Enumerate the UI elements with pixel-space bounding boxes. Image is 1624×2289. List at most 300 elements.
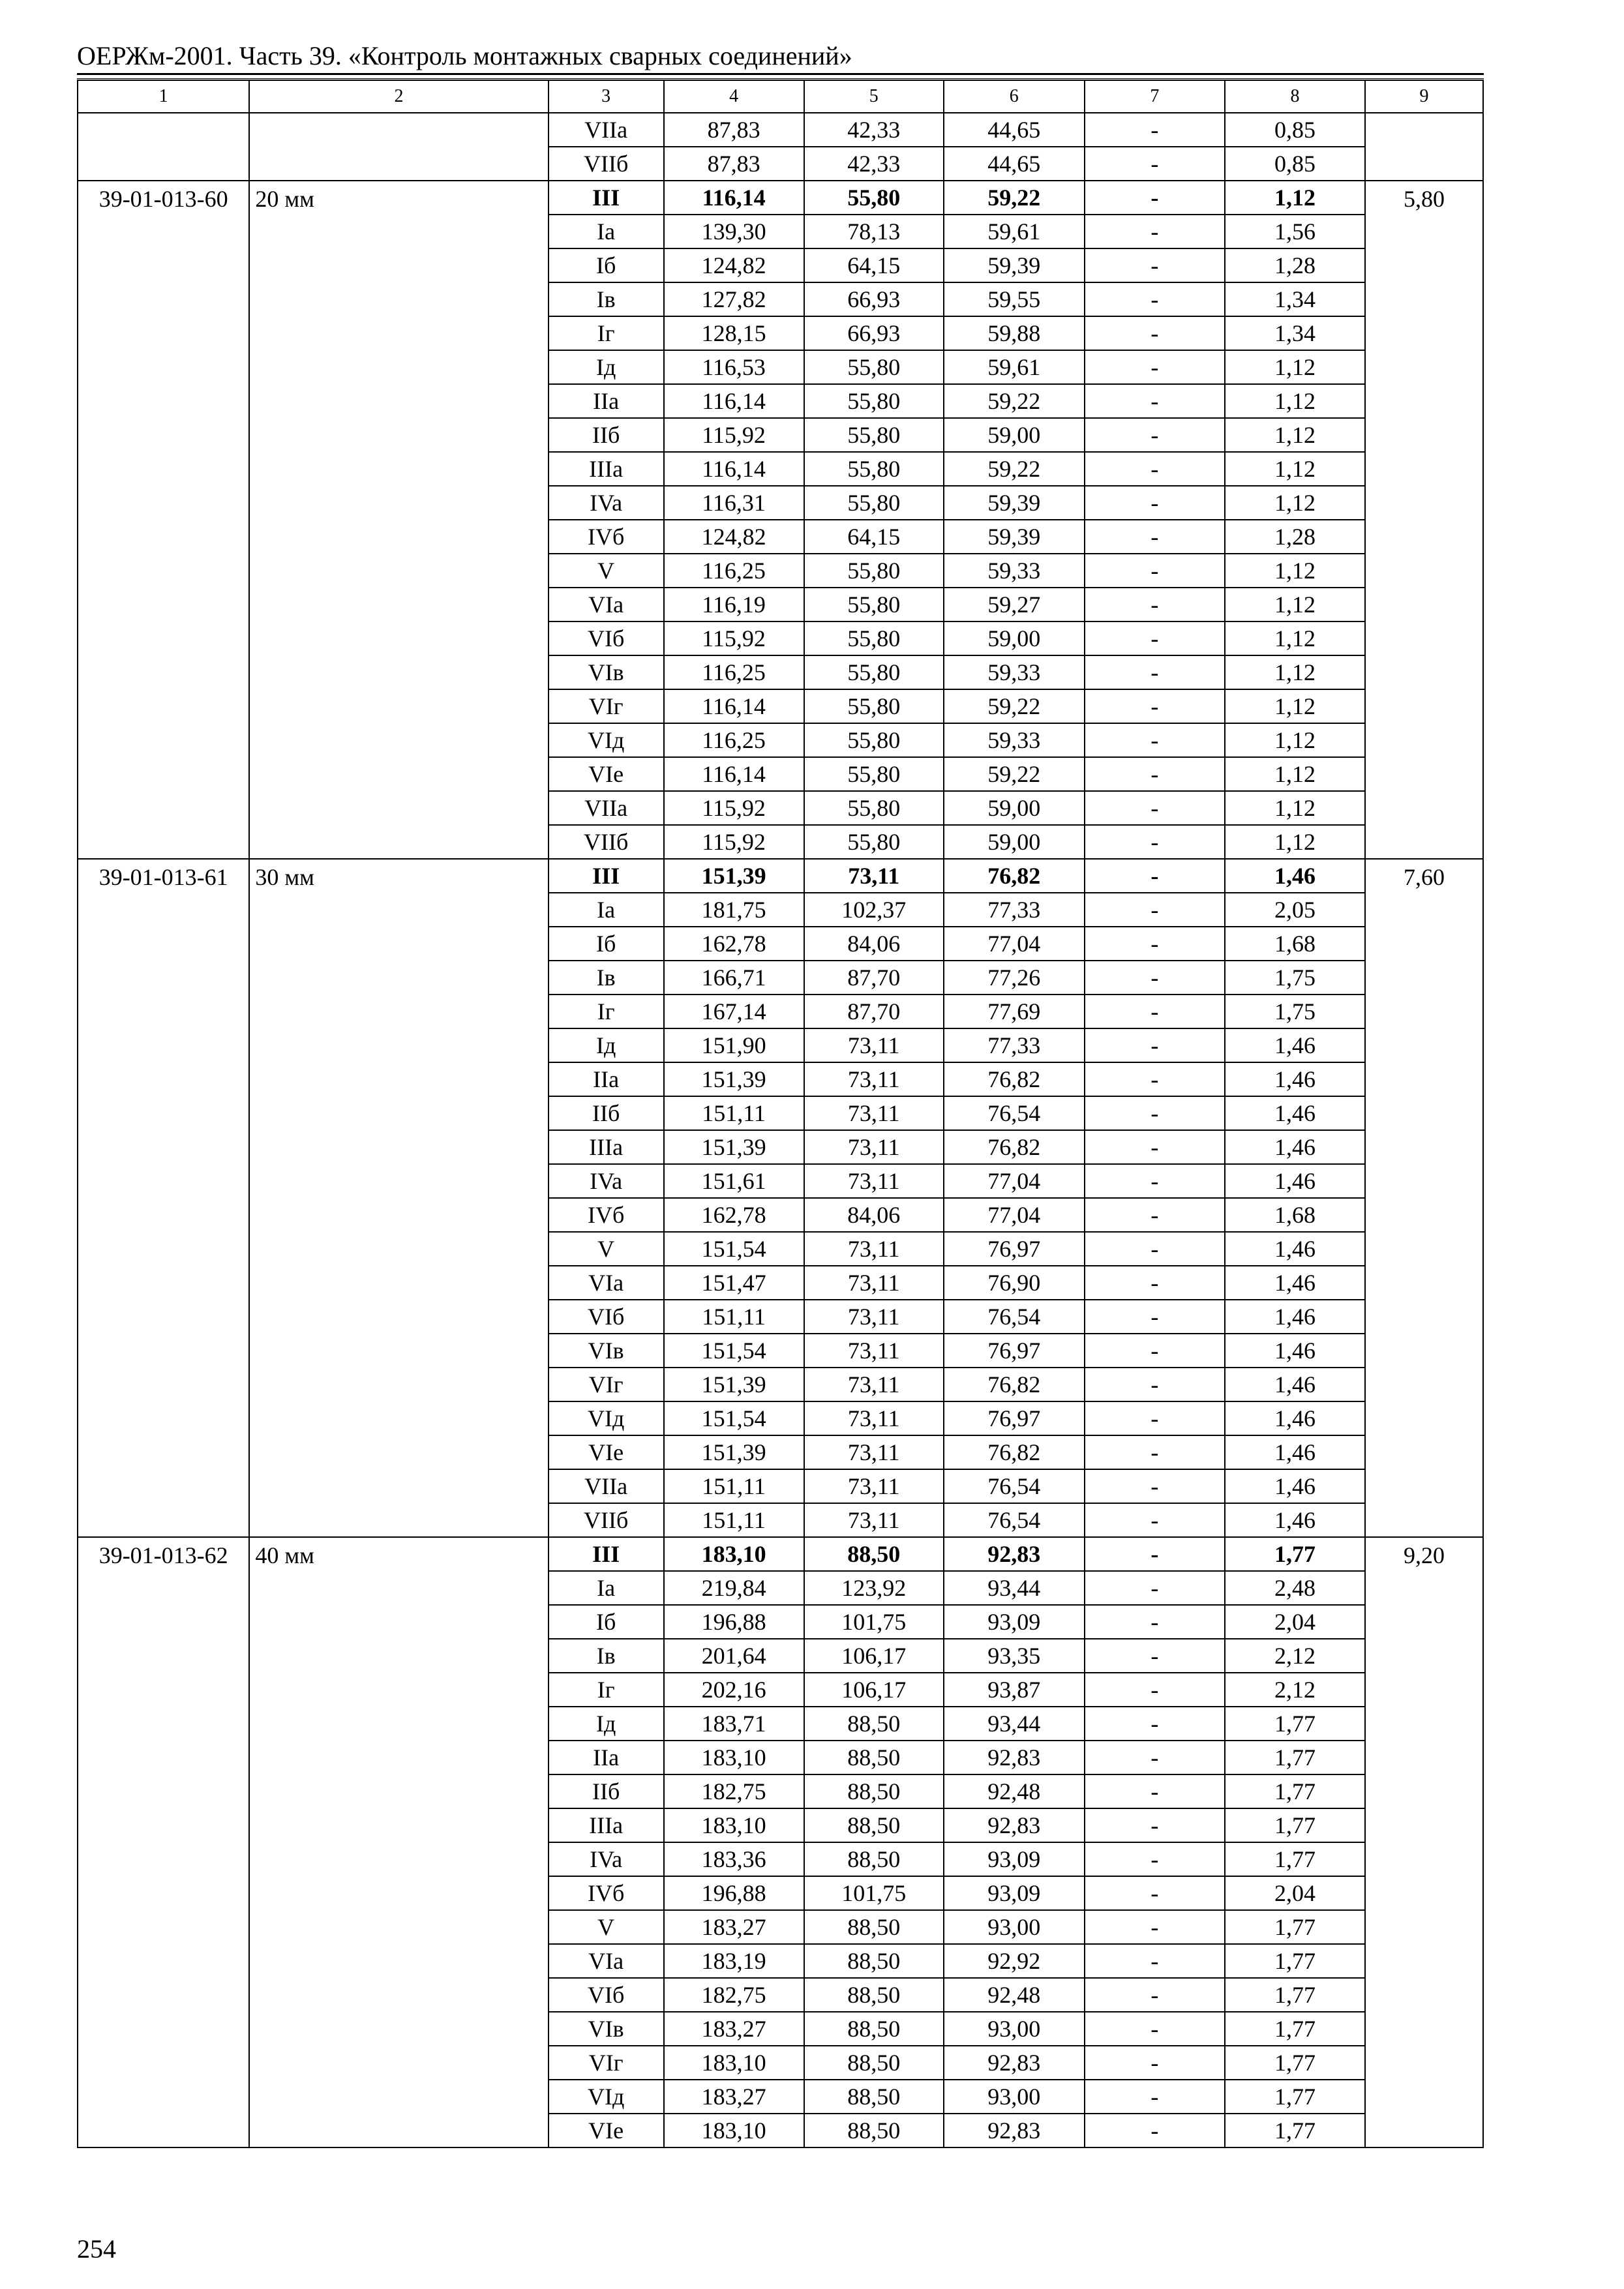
driver-wages-cell: - xyxy=(1085,113,1225,147)
driver-wages-cell: - xyxy=(1085,995,1225,1028)
machine-cost-cell: 59,88 xyxy=(944,316,1085,350)
driver-wages-cell: - xyxy=(1085,588,1225,621)
wages-cell: 66,93 xyxy=(804,282,944,316)
total-cost-cell: 183,10 xyxy=(664,1537,804,1571)
total-cost-cell: 182,75 xyxy=(664,1978,804,2012)
machine-cost-cell: 44,65 xyxy=(944,147,1085,181)
rate-code-cell xyxy=(78,113,249,181)
materials-cell: 1,12 xyxy=(1225,486,1365,520)
total-cost-cell: 202,16 xyxy=(664,1673,804,1707)
machine-cost-cell: 76,54 xyxy=(944,1503,1085,1537)
wages-cell: 55,80 xyxy=(804,418,944,452)
total-cost-cell: 196,88 xyxy=(664,1605,804,1639)
header-rule-thin xyxy=(77,78,1484,79)
materials-cell: 1,46 xyxy=(1225,1232,1365,1266)
machine-cost-cell: 59,22 xyxy=(944,181,1085,215)
total-cost-cell: 151,11 xyxy=(664,1096,804,1130)
machine-cost-cell: 59,00 xyxy=(944,621,1085,655)
wages-cell: 55,80 xyxy=(804,350,944,384)
machine-cost-cell: 76,82 xyxy=(944,1062,1085,1096)
total-cost-cell: 183,27 xyxy=(664,2080,804,2114)
total-cost-cell: 116,14 xyxy=(664,181,804,215)
machine-cost-cell: 93,09 xyxy=(944,1876,1085,1910)
driver-wages-cell: - xyxy=(1085,1571,1225,1605)
machine-cost-cell: 59,00 xyxy=(944,418,1085,452)
wages-cell: 102,37 xyxy=(804,893,944,927)
machine-cost-cell: 93,00 xyxy=(944,2080,1085,2114)
machine-cost-cell: 76,82 xyxy=(944,1368,1085,1401)
condition-cell: IIa xyxy=(549,1741,664,1774)
materials-cell: 1,46 xyxy=(1225,1435,1365,1469)
driver-wages-cell: - xyxy=(1085,486,1225,520)
materials-cell: 1,77 xyxy=(1225,1978,1365,2012)
wages-cell: 55,80 xyxy=(804,181,944,215)
page-header-title: ОЕРЖм-2001. Часть 39. «Контроль монтажных сварных соединений» xyxy=(77,41,852,70)
condition-cell: III xyxy=(549,1537,664,1571)
wages-cell: 73,11 xyxy=(804,1028,944,1062)
condition-cell: VIa xyxy=(549,588,664,621)
materials-cell: 1,46 xyxy=(1225,1028,1365,1062)
machine-cost-cell: 92,83 xyxy=(944,1741,1085,1774)
materials-cell: 1,77 xyxy=(1225,1842,1365,1876)
wages-cell: 88,50 xyxy=(804,1808,944,1842)
driver-wages-cell: - xyxy=(1085,1808,1225,1842)
wages-cell: 42,33 xyxy=(804,147,944,181)
machine-cost-cell: 77,04 xyxy=(944,1164,1085,1198)
wages-cell: 55,80 xyxy=(804,825,944,859)
wages-cell: 106,17 xyxy=(804,1673,944,1707)
materials-cell: 1,75 xyxy=(1225,961,1365,995)
condition-cell: Iв xyxy=(549,1639,664,1673)
materials-cell: 1,77 xyxy=(1225,1910,1365,1944)
materials-cell: 1,77 xyxy=(1225,1537,1365,1571)
wages-cell: 64,15 xyxy=(804,248,944,282)
driver-wages-cell: - xyxy=(1085,689,1225,723)
machine-cost-cell: 59,39 xyxy=(944,486,1085,520)
condition-cell: VIe xyxy=(549,1435,664,1469)
wages-cell: 88,50 xyxy=(804,1741,944,1774)
wages-cell: 55,80 xyxy=(804,554,944,588)
materials-cell: 1,77 xyxy=(1225,1808,1365,1842)
condition-cell: VIa xyxy=(549,1266,664,1300)
materials-cell: 2,48 xyxy=(1225,1571,1365,1605)
wages-cell: 101,75 xyxy=(804,1605,944,1639)
wages-cell: 73,11 xyxy=(804,1096,944,1130)
wages-cell: 88,50 xyxy=(804,2012,944,2046)
wages-cell: 88,50 xyxy=(804,2046,944,2080)
wages-cell: 73,11 xyxy=(804,1368,944,1401)
driver-wages-cell: - xyxy=(1085,282,1225,316)
machine-cost-cell: 59,22 xyxy=(944,452,1085,486)
total-cost-cell: 151,61 xyxy=(664,1164,804,1198)
wages-cell: 73,11 xyxy=(804,1130,944,1164)
driver-wages-cell: - xyxy=(1085,927,1225,961)
driver-wages-cell: - xyxy=(1085,1401,1225,1435)
condition-cell: Iв xyxy=(549,282,664,316)
driver-wages-cell: - xyxy=(1085,1537,1225,1571)
condition-cell: VIIa xyxy=(549,791,664,825)
condition-cell: V xyxy=(549,1232,664,1266)
wages-cell: 88,50 xyxy=(804,1842,944,1876)
wages-cell: 84,06 xyxy=(804,1198,944,1232)
machine-cost-cell: 76,97 xyxy=(944,1334,1085,1368)
wages-cell: 73,11 xyxy=(804,1164,944,1198)
driver-wages-cell: - xyxy=(1085,1774,1225,1808)
materials-cell: 1,46 xyxy=(1225,1469,1365,1503)
total-cost-cell: 183,71 xyxy=(664,1707,804,1741)
rate-code-cell: 39-01-013-62 xyxy=(78,1537,249,2147)
materials-cell: 1,46 xyxy=(1225,859,1365,893)
materials-cell: 2,04 xyxy=(1225,1605,1365,1639)
condition-cell: VIд xyxy=(549,2080,664,2114)
materials-cell: 1,46 xyxy=(1225,1266,1365,1300)
rate-code-cell: 39-01-013-61 xyxy=(78,859,249,1537)
materials-cell: 1,77 xyxy=(1225,2114,1365,2147)
driver-wages-cell: - xyxy=(1085,1028,1225,1062)
condition-cell: VIIa xyxy=(549,1469,664,1503)
condition-cell: Ia xyxy=(549,1571,664,1605)
materials-cell: 1,77 xyxy=(1225,1707,1365,1741)
total-cost-cell: 183,27 xyxy=(664,1910,804,1944)
machine-cost-cell: 76,54 xyxy=(944,1096,1085,1130)
driver-wages-cell: - xyxy=(1085,1503,1225,1537)
condition-cell: Ia xyxy=(549,893,664,927)
total-cost-cell: 181,75 xyxy=(664,893,804,927)
driver-wages-cell: - xyxy=(1085,1910,1225,1944)
wages-cell: 73,11 xyxy=(804,1469,944,1503)
driver-wages-cell: - xyxy=(1085,2114,1225,2147)
condition-cell: VIe xyxy=(549,2114,664,2147)
condition-cell: IIIa xyxy=(549,1808,664,1842)
materials-cell: 1,12 xyxy=(1225,689,1365,723)
total-cost-cell: 116,14 xyxy=(664,384,804,418)
column-9-cell: 7,60 xyxy=(1365,859,1483,1537)
table-row xyxy=(78,113,1483,147)
machine-cost-cell: 93,44 xyxy=(944,1707,1085,1741)
condition-cell: VIв xyxy=(549,2012,664,2046)
condition-cell: Iб xyxy=(549,248,664,282)
total-cost-cell: 116,53 xyxy=(664,350,804,384)
machine-cost-cell: 77,33 xyxy=(944,893,1085,927)
wages-cell: 64,15 xyxy=(804,520,944,554)
materials-cell: 1,34 xyxy=(1225,282,1365,316)
machine-cost-cell: 76,82 xyxy=(944,859,1085,893)
materials-cell: 1,77 xyxy=(1225,1741,1365,1774)
total-cost-cell: 166,71 xyxy=(664,961,804,995)
machine-cost-cell: 93,00 xyxy=(944,2012,1085,2046)
wages-cell: 88,50 xyxy=(804,1910,944,1944)
driver-wages-cell: - xyxy=(1085,1707,1225,1741)
column-number: 3 xyxy=(549,80,664,113)
driver-wages-cell: - xyxy=(1085,452,1225,486)
driver-wages-cell: - xyxy=(1085,723,1225,757)
rate-name-cell: 40 мм xyxy=(249,1537,548,2147)
machine-cost-cell: 92,83 xyxy=(944,1537,1085,1571)
wages-cell: 78,13 xyxy=(804,215,944,248)
total-cost-cell: 115,92 xyxy=(664,418,804,452)
machine-cost-cell: 92,83 xyxy=(944,2046,1085,2080)
total-cost-cell: 182,75 xyxy=(664,1774,804,1808)
wages-cell: 88,50 xyxy=(804,1944,944,1978)
wages-cell: 84,06 xyxy=(804,927,944,961)
machine-cost-cell: 59,61 xyxy=(944,350,1085,384)
wages-cell: 55,80 xyxy=(804,588,944,621)
driver-wages-cell: - xyxy=(1085,1876,1225,1910)
total-cost-cell: 116,19 xyxy=(664,588,804,621)
total-cost-cell: 151,39 xyxy=(664,1062,804,1096)
condition-cell: IVб xyxy=(549,1876,664,1910)
machine-cost-cell: 76,82 xyxy=(944,1435,1085,1469)
page-number: 254 xyxy=(77,2234,116,2264)
column-9-cell: 5,80 xyxy=(1365,181,1483,859)
total-cost-cell: 183,27 xyxy=(664,2012,804,2046)
wages-cell: 66,93 xyxy=(804,316,944,350)
total-cost-cell: 183,10 xyxy=(664,1808,804,1842)
machine-cost-cell: 44,65 xyxy=(944,113,1085,147)
condition-cell: VIб xyxy=(549,1978,664,2012)
machine-cost-cell: 77,04 xyxy=(944,1198,1085,1232)
total-cost-cell: 151,47 xyxy=(664,1266,804,1300)
column-number: 4 xyxy=(664,80,804,113)
wages-cell: 73,11 xyxy=(804,1401,944,1435)
materials-cell: 2,12 xyxy=(1225,1639,1365,1673)
machine-cost-cell: 76,54 xyxy=(944,1300,1085,1334)
column-9-cell xyxy=(1365,113,1483,181)
machine-cost-cell: 59,27 xyxy=(944,588,1085,621)
condition-cell: VIг xyxy=(549,689,664,723)
total-cost-cell: 139,30 xyxy=(664,215,804,248)
machine-cost-cell: 92,83 xyxy=(944,1808,1085,1842)
total-cost-cell: 151,11 xyxy=(664,1503,804,1537)
machine-cost-cell: 77,04 xyxy=(944,927,1085,961)
machine-cost-cell: 59,33 xyxy=(944,655,1085,689)
driver-wages-cell: - xyxy=(1085,893,1225,927)
wages-cell: 88,50 xyxy=(804,1978,944,2012)
materials-cell: 1,28 xyxy=(1225,520,1365,554)
machine-cost-cell: 59,22 xyxy=(944,384,1085,418)
total-cost-cell: 183,36 xyxy=(664,1842,804,1876)
condition-cell: Iб xyxy=(549,927,664,961)
condition-cell: Iг xyxy=(549,1673,664,1707)
materials-cell: 1,34 xyxy=(1225,316,1365,350)
machine-cost-cell: 59,22 xyxy=(944,689,1085,723)
table-row xyxy=(78,1537,1483,1571)
wages-cell: 88,50 xyxy=(804,1537,944,1571)
condition-cell: IIa xyxy=(549,384,664,418)
machine-cost-cell: 59,61 xyxy=(944,215,1085,248)
total-cost-cell: 151,54 xyxy=(664,1334,804,1368)
total-cost-cell: 183,19 xyxy=(664,1944,804,1978)
materials-cell: 1,46 xyxy=(1225,1300,1365,1334)
driver-wages-cell: - xyxy=(1085,859,1225,893)
wages-cell: 73,11 xyxy=(804,859,944,893)
condition-cell: Iб xyxy=(549,1605,664,1639)
total-cost-cell: 124,82 xyxy=(664,248,804,282)
driver-wages-cell: - xyxy=(1085,791,1225,825)
driver-wages-cell: - xyxy=(1085,418,1225,452)
driver-wages-cell: - xyxy=(1085,655,1225,689)
machine-cost-cell: 93,44 xyxy=(944,1571,1085,1605)
wages-cell: 73,11 xyxy=(804,1300,944,1334)
materials-cell: 1,12 xyxy=(1225,418,1365,452)
materials-cell: 1,12 xyxy=(1225,588,1365,621)
condition-cell: III xyxy=(549,181,664,215)
rate-name-cell: 30 мм xyxy=(249,859,548,1537)
condition-cell: IIIa xyxy=(549,1130,664,1164)
driver-wages-cell: - xyxy=(1085,961,1225,995)
machine-cost-cell: 59,22 xyxy=(944,757,1085,791)
wages-cell: 87,70 xyxy=(804,961,944,995)
condition-cell: VIб xyxy=(549,621,664,655)
column-9-cell: 9,20 xyxy=(1365,1537,1483,2147)
column-number: 1 xyxy=(78,80,249,113)
materials-cell: 1,68 xyxy=(1225,1198,1365,1232)
total-cost-cell: 151,11 xyxy=(664,1469,804,1503)
materials-cell: 1,46 xyxy=(1225,1062,1365,1096)
condition-cell: IVa xyxy=(549,1164,664,1198)
driver-wages-cell: - xyxy=(1085,1978,1225,2012)
total-cost-cell: 151,39 xyxy=(664,859,804,893)
materials-cell: 1,12 xyxy=(1225,655,1365,689)
machine-cost-cell: 93,09 xyxy=(944,1842,1085,1876)
total-cost-cell: 151,11 xyxy=(664,1300,804,1334)
materials-cell: 1,12 xyxy=(1225,350,1365,384)
materials-cell: 1,12 xyxy=(1225,181,1365,215)
driver-wages-cell: - xyxy=(1085,520,1225,554)
materials-cell: 1,12 xyxy=(1225,825,1365,859)
total-cost-cell: 183,10 xyxy=(664,2046,804,2080)
driver-wages-cell: - xyxy=(1085,350,1225,384)
wages-cell: 88,50 xyxy=(804,2080,944,2114)
materials-cell: 0,85 xyxy=(1225,113,1365,147)
condition-cell: V xyxy=(549,554,664,588)
wages-cell: 73,11 xyxy=(804,1232,944,1266)
total-cost-cell: 162,78 xyxy=(664,927,804,961)
driver-wages-cell: - xyxy=(1085,1469,1225,1503)
materials-cell: 1,46 xyxy=(1225,1334,1365,1368)
machine-cost-cell: 76,97 xyxy=(944,1232,1085,1266)
driver-wages-cell: - xyxy=(1085,1164,1225,1198)
machine-cost-cell: 92,92 xyxy=(944,1944,1085,1978)
total-cost-cell: 116,25 xyxy=(664,554,804,588)
materials-cell: 1,46 xyxy=(1225,1401,1365,1435)
materials-cell: 2,05 xyxy=(1225,893,1365,927)
machine-cost-cell: 92,48 xyxy=(944,1774,1085,1808)
header-rule-thick xyxy=(77,73,1484,75)
column-number: 6 xyxy=(944,80,1085,113)
wages-cell: 73,11 xyxy=(804,1266,944,1300)
condition-cell: VIe xyxy=(549,757,664,791)
condition-cell: IIб xyxy=(549,1096,664,1130)
machine-cost-cell: 76,54 xyxy=(944,1469,1085,1503)
condition-cell: VIa xyxy=(549,1944,664,1978)
machine-cost-cell: 93,87 xyxy=(944,1673,1085,1707)
wages-cell: 55,80 xyxy=(804,486,944,520)
driver-wages-cell: - xyxy=(1085,1198,1225,1232)
wages-cell: 55,80 xyxy=(804,757,944,791)
column-number-row xyxy=(78,80,1483,113)
materials-cell: 1,68 xyxy=(1225,927,1365,961)
materials-cell: 1,46 xyxy=(1225,1503,1365,1537)
machine-cost-cell: 76,82 xyxy=(944,1130,1085,1164)
table-row xyxy=(78,859,1483,893)
driver-wages-cell: - xyxy=(1085,1130,1225,1164)
materials-cell: 2,12 xyxy=(1225,1673,1365,1707)
materials-cell: 1,46 xyxy=(1225,1164,1365,1198)
machine-cost-cell: 93,09 xyxy=(944,1605,1085,1639)
machine-cost-cell: 76,97 xyxy=(944,1401,1085,1435)
wages-cell: 55,80 xyxy=(804,384,944,418)
materials-cell: 1,56 xyxy=(1225,215,1365,248)
total-cost-cell: 116,25 xyxy=(664,723,804,757)
rates-table xyxy=(77,80,1484,2148)
driver-wages-cell: - xyxy=(1085,621,1225,655)
machine-cost-cell: 59,33 xyxy=(944,554,1085,588)
condition-cell: VIг xyxy=(549,1368,664,1401)
materials-cell: 0,85 xyxy=(1225,147,1365,181)
materials-cell: 1,46 xyxy=(1225,1130,1365,1164)
condition-cell: IVa xyxy=(549,1842,664,1876)
total-cost-cell: 162,78 xyxy=(664,1198,804,1232)
materials-cell: 1,77 xyxy=(1225,2012,1365,2046)
materials-cell: 1,46 xyxy=(1225,1368,1365,1401)
condition-cell: VIIб xyxy=(549,147,664,181)
machine-cost-cell: 59,33 xyxy=(944,723,1085,757)
condition-cell: Iг xyxy=(549,316,664,350)
condition-cell: IIб xyxy=(549,418,664,452)
machine-cost-cell: 92,83 xyxy=(944,2114,1085,2147)
wages-cell: 101,75 xyxy=(804,1876,944,1910)
condition-cell: IIIa xyxy=(549,452,664,486)
rate-code-cell: 39-01-013-60 xyxy=(78,181,249,859)
materials-cell: 1,77 xyxy=(1225,1774,1365,1808)
driver-wages-cell: - xyxy=(1085,316,1225,350)
driver-wages-cell: - xyxy=(1085,2046,1225,2080)
total-cost-cell: 116,31 xyxy=(664,486,804,520)
machine-cost-cell: 59,55 xyxy=(944,282,1085,316)
rate-name-cell xyxy=(249,113,548,181)
condition-cell: VIд xyxy=(549,1401,664,1435)
total-cost-cell: 151,39 xyxy=(664,1368,804,1401)
materials-cell: 1,12 xyxy=(1225,554,1365,588)
total-cost-cell: 183,10 xyxy=(664,1741,804,1774)
wages-cell: 55,80 xyxy=(804,452,944,486)
wages-cell: 73,11 xyxy=(804,1334,944,1368)
wages-cell: 55,80 xyxy=(804,791,944,825)
total-cost-cell: 167,14 xyxy=(664,995,804,1028)
materials-cell: 1,77 xyxy=(1225,1944,1365,1978)
driver-wages-cell: - xyxy=(1085,1232,1225,1266)
condition-cell: VIд xyxy=(549,723,664,757)
total-cost-cell: 124,82 xyxy=(664,520,804,554)
driver-wages-cell: - xyxy=(1085,1096,1225,1130)
condition-cell: Iд xyxy=(549,350,664,384)
condition-cell: VIв xyxy=(549,1334,664,1368)
driver-wages-cell: - xyxy=(1085,1334,1225,1368)
total-cost-cell: 115,92 xyxy=(664,621,804,655)
condition-cell: VIв xyxy=(549,655,664,689)
driver-wages-cell: - xyxy=(1085,1842,1225,1876)
total-cost-cell: 201,64 xyxy=(664,1639,804,1673)
column-number: 7 xyxy=(1085,80,1225,113)
total-cost-cell: 115,92 xyxy=(664,825,804,859)
total-cost-cell: 151,54 xyxy=(664,1232,804,1266)
condition-cell: Iг xyxy=(549,995,664,1028)
driver-wages-cell: - xyxy=(1085,1266,1225,1300)
wages-cell: 73,11 xyxy=(804,1503,944,1537)
total-cost-cell: 151,90 xyxy=(664,1028,804,1062)
materials-cell: 1,77 xyxy=(1225,2080,1365,2114)
